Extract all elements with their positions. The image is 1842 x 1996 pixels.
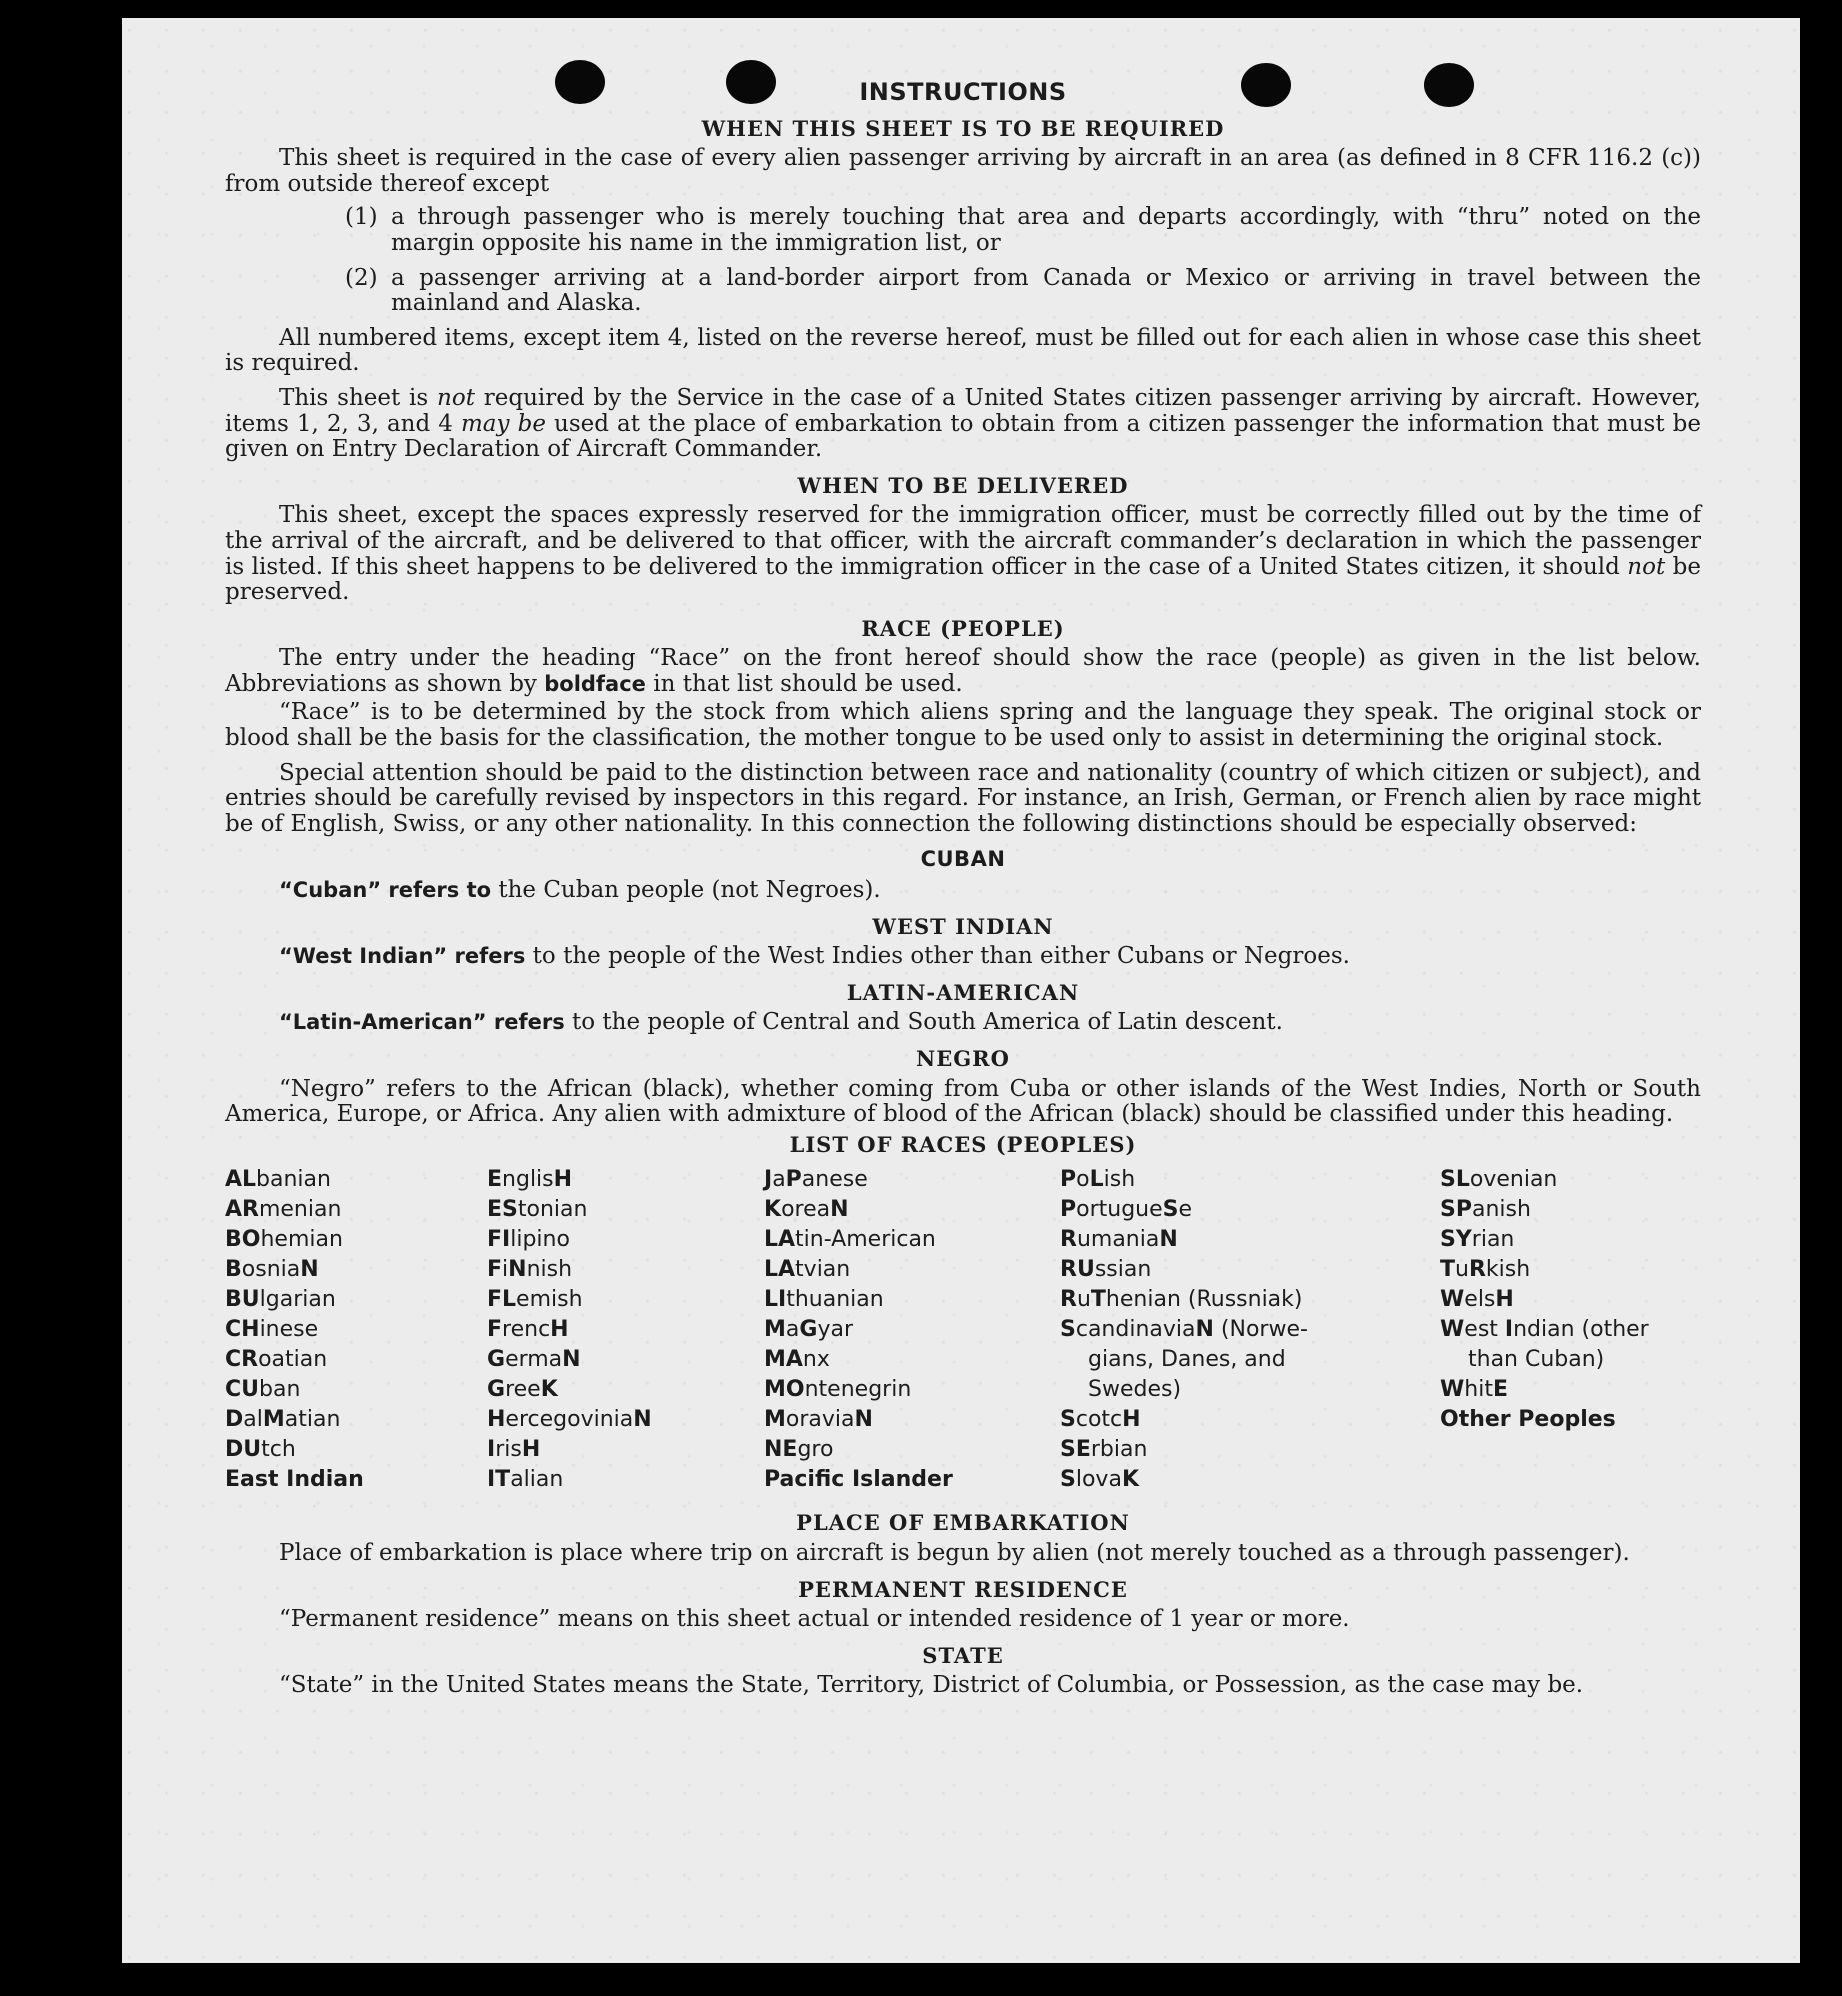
section-heading-west-indian: WEST INDIAN xyxy=(872,913,1054,939)
race-entry: MAnx xyxy=(764,1347,830,1373)
instruction-sheet xyxy=(122,18,1800,1963)
race-entry: JaPanese xyxy=(764,1167,868,1193)
list-item xyxy=(345,205,1701,256)
race-entry: RuThenian (Russniak) xyxy=(1060,1287,1303,1313)
race-entry: Swedes) xyxy=(1088,1377,1182,1403)
paragraph: “State” in the United States means the State, Territory, District of Columbia, or Possession, as the case may be. xyxy=(279,1672,1584,1699)
race-entry: CUban xyxy=(225,1377,301,1403)
item-text: a through passenger who is merely touching that area and departs accordingly, with “thru” noted on the margin opposite his name in the immigration list, or xyxy=(391,204,1701,256)
race-entry: than Cuban) xyxy=(1468,1347,1605,1373)
paragraph: “Race” is to be determined by the stock from which aliens spring and the language they speak. The original stock or blood shall be the basis for the classification, the mother tongue to be used only to assist in determining the original stock. xyxy=(225,699,1701,752)
race-entry: BUlgarian xyxy=(225,1287,336,1313)
race-entry: PoLish xyxy=(1060,1167,1136,1193)
section-heading-race: RACE (PEOPLE) xyxy=(861,615,1065,641)
race-entry: ScandinaviaN (Norwe- xyxy=(1060,1317,1308,1343)
race-entry: SYrian xyxy=(1440,1227,1515,1253)
race-column xyxy=(487,1165,652,1495)
paragraph: “Latin-American” refers to the people of Central and South America of Latin descent. xyxy=(279,1009,1283,1036)
section-heading-cuban: CUBAN xyxy=(920,847,1006,872)
list-item xyxy=(345,266,1701,317)
race-entry: East Indian xyxy=(225,1467,364,1493)
paragraph: Place of embarkation is place where trip on aircraft is begun by alien (not merely touched as a through passenger). xyxy=(279,1539,1630,1566)
paragraph: Special attention should be paid to the distinction between race and nationality (country of which citizen or subject), and entries should be carefully revised by inspectors in this regard. For instance, an Irish, German, or French alien by race might be of English, Swiss, or any other nationality. In this connection the following distinctions should be especially observed: xyxy=(225,759,1701,837)
paragraph: “Negro” refers to the African (black), whether coming from Cuba or other islands of the West Indies, North or South America, Europe, or Africa. Any alien with admixture of blood of the African (black) should be classified under this heading. xyxy=(225,1075,1701,1128)
race-entry: RUssian xyxy=(1060,1257,1152,1283)
race-entry: TuRkish xyxy=(1440,1257,1531,1283)
paragraph: This sheet, except the spaces expressly reserved for the immigration officer, must be correctly filled out by the time of the arrival of the aircraft, and be delivered to that officer, with the aircraft commander’s declaration in which the passenger is listed. If this sheet happens to be delivered to the immigration officer in the case of a United States citizen, it should not be preserved. xyxy=(225,502,1701,606)
section-heading-latin-american: LATIN-AMERICAN xyxy=(846,979,1080,1005)
race-entry: EnglisH xyxy=(487,1167,573,1193)
race-entry: MOntenegrin xyxy=(764,1377,912,1403)
race-entry: ScotcH xyxy=(1060,1407,1141,1433)
race-entry: GermaN xyxy=(487,1347,581,1373)
race-entry: WhitE xyxy=(1440,1377,1508,1403)
race-list xyxy=(225,1165,1701,1500)
race-column xyxy=(1440,1165,1702,1435)
race-entry: NEgro xyxy=(764,1437,834,1463)
race-entry: SlovaK xyxy=(1060,1467,1139,1493)
section-heading-residence: PERMANENT RESIDENCE xyxy=(798,1576,1128,1602)
page-title: INSTRUCTIONS xyxy=(859,78,1067,106)
race-entry: RumaniaN xyxy=(1060,1227,1178,1253)
race-entry: BosniaN xyxy=(225,1257,319,1283)
paragraph: The entry under the heading “Race” on the front hereof should show the race (people) as given in the list below. Abbreviations as shown by boldface in that list should be used. xyxy=(225,645,1701,697)
race-entry: FiNnish xyxy=(487,1257,573,1283)
paragraph: This sheet is not required by the Service in the case of a United States citizen passenger arriving by aircraft. However, items 1, 2, 3, and 4 may be used at the place of embarkation to obtain from a citizen passenger the information that must be given on Entry Declaration of Aircraft Commander. xyxy=(225,384,1702,463)
race-entry: ALbanian xyxy=(225,1167,331,1193)
section-heading-embarkation: PLACE OF EMBARKATION xyxy=(796,1510,1130,1536)
paragraph: All numbered items, except item 4, listed on the reverse hereof, must be filled out for each alien in whose case this sheet is required. xyxy=(225,324,1701,377)
race-entry: LIthuanian xyxy=(764,1287,884,1313)
item-number: (1) xyxy=(345,204,378,231)
race-entry: EStonian xyxy=(487,1197,588,1223)
item-text: a passenger arriving at a land-border airport from Canada or Mexico or arriving in travel between the mainland and Alaska. xyxy=(391,264,1701,317)
race-entry: ARmenian xyxy=(225,1197,342,1223)
race-entry: IrisH xyxy=(487,1437,541,1463)
race-entry: DalMatian xyxy=(225,1407,341,1433)
section-heading-delivered: WHEN TO BE DELIVERED xyxy=(797,472,1129,498)
section-heading-required: WHEN THIS SHEET IS TO BE REQUIRED xyxy=(701,115,1225,141)
race-entry: FLemish xyxy=(487,1287,583,1313)
race-entry: Other Peoples xyxy=(1440,1407,1616,1433)
race-entry: MoraviaN xyxy=(764,1407,873,1433)
section-heading-negro: NEGRO xyxy=(916,1046,1010,1071)
race-entry: LAtvian xyxy=(764,1257,851,1283)
race-entry: West Indian (other xyxy=(1440,1317,1649,1343)
race-column xyxy=(225,1165,364,1495)
race-entry: KoreaN xyxy=(764,1197,849,1223)
race-entry: FIlipino xyxy=(487,1227,570,1253)
race-entry: gians, Danes, and xyxy=(1088,1347,1286,1373)
race-entry: LAtin-American xyxy=(764,1227,936,1253)
race-entry: SErbian xyxy=(1060,1437,1148,1463)
race-entry: ITalian xyxy=(487,1467,564,1493)
race-entry: DUtch xyxy=(225,1437,296,1463)
paragraph: “Cuban” refers to the Cuban people (not Negroes). xyxy=(279,877,881,904)
race-entry: MaGyar xyxy=(764,1317,853,1343)
race-column xyxy=(1060,1165,1350,1495)
section-heading-state: STATE xyxy=(922,1642,1004,1668)
paragraph: “West Indian” refers to the people of the West Indies other than either Cubans or Negroes. xyxy=(279,943,1350,970)
document-body xyxy=(225,80,1701,1708)
paragraph: This sheet is required in the case of every alien passenger arriving by aircraft in an area (as defined in 8 CFR 116.2 (c)) from outside thereof except xyxy=(225,145,1701,197)
race-entry: GreeK xyxy=(487,1377,558,1403)
race-column xyxy=(764,1165,953,1495)
paragraph: “Permanent residence” means on this sheet actual or intended residence of 1 year or more. xyxy=(279,1606,1350,1633)
race-entry: PortugueSe xyxy=(1060,1197,1193,1223)
race-entry: SPanish xyxy=(1440,1197,1531,1223)
race-entry: CHinese xyxy=(225,1317,319,1343)
race-entry: CRoatian xyxy=(225,1347,328,1373)
race-entry: Pacific Islander xyxy=(764,1467,953,1493)
race-entry: SLovenian xyxy=(1440,1167,1558,1193)
section-heading-list-of-races: LIST OF RACES (PEOPLES) xyxy=(789,1131,1137,1157)
race-entry: WelsH xyxy=(1440,1287,1514,1313)
race-entry: FrencH xyxy=(487,1317,569,1343)
race-entry: HercegoviniaN xyxy=(487,1407,652,1433)
race-entry: BOhemian xyxy=(225,1227,343,1253)
item-number: (2) xyxy=(345,264,378,291)
